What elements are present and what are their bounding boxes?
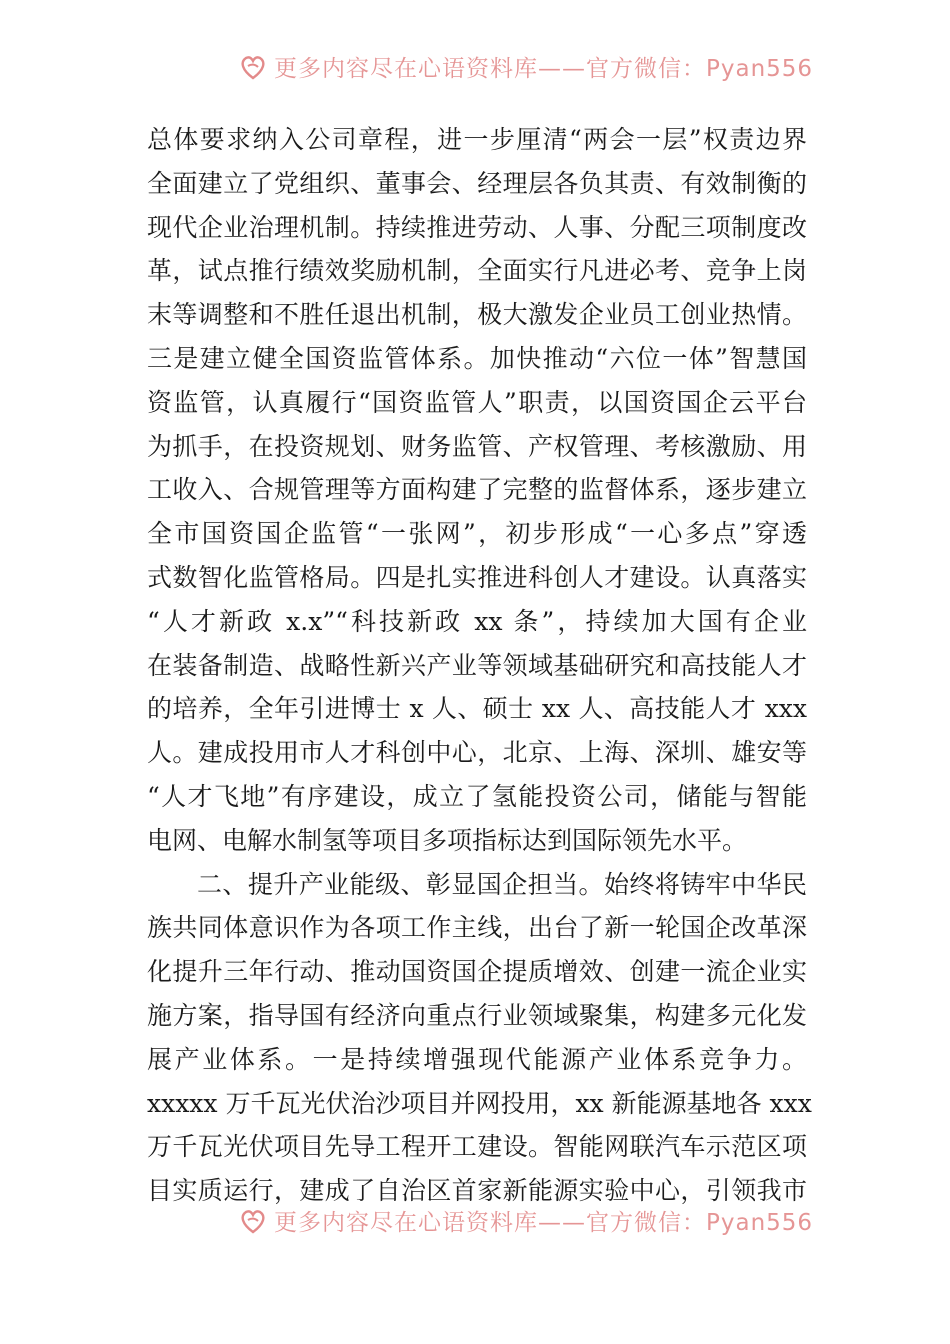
text-line: 族共同体意识作为各项工作主线，出台了新一轮国企改革深 bbox=[147, 913, 807, 943]
text-line: 电网、电解水制氢等项目多项指标达到国际领先水平。 bbox=[147, 825, 748, 855]
heart-logo-icon bbox=[238, 52, 268, 82]
text-line: “人才飞地”有序建设，成立了氢能投资公司，储能与智能 bbox=[147, 781, 807, 811]
text-line: 工收入、合规管理等方面构建了完整的监督体系，逐步建立 bbox=[147, 475, 807, 505]
text-line: 革，试点推行绩效奖励机制，全面实行凡进必考、竞争上岗 bbox=[147, 256, 807, 286]
text-line: 资监管，认真履行“国资监管人”职责，以国资国企云平台 bbox=[147, 387, 807, 417]
watermark-text: 更多内容尽在心语资料库——官方微信：Pyan556 bbox=[274, 1210, 814, 1236]
paragraph-start-line: 二、提升产业能级、彰显国企担当。始终将铸牢中华民 bbox=[197, 869, 807, 899]
text-line: 在装备制造、战略性新兴产业等领域基础研究和高技能人才 bbox=[147, 650, 807, 680]
text-line: 为抓手，在投资规划、财务监管、产权管理、考核激励、用 bbox=[147, 431, 807, 461]
heart-logo-icon bbox=[238, 1206, 268, 1236]
text-line: xxxxx 万千瓦光伏治沙项目并网投用，xx 新能源基地各 xxx bbox=[147, 1088, 812, 1118]
text-line: 现代企业治理机制。持续推进劳动、人事、分配三项制度改 bbox=[147, 212, 807, 242]
text-line: “人才新政 x.x”“科技新政 xx 条”，持续加大国有企业 bbox=[147, 606, 807, 636]
text-line: 式数智化监管格局。四是扎实推进科创人才建设。认真落实 bbox=[147, 562, 807, 592]
text-line: 全面建立了党组织、董事会、经理层各负其责、有效制衡的 bbox=[147, 168, 807, 198]
text-line: 总体要求纳入公司章程，进一步厘清“两会一层”权责边界 bbox=[147, 125, 807, 154]
text-line: 的培养，全年引进博士 x 人、硕士 xx 人、高技能人才 xxx bbox=[147, 694, 807, 724]
text-line: 万千瓦光伏项目先导工程开工建设。智能网联汽车示范区项 bbox=[147, 1132, 807, 1162]
text-line: 三是建立健全国资监管体系。加快推动“六位一体”智慧国 bbox=[147, 343, 807, 373]
text-line: 展产业体系。一是持续增强现代能源产业体系竞争力。 bbox=[147, 1044, 807, 1074]
watermark-top bbox=[0, 50, 950, 90]
text-line: 全市国资国企监管“一张网”，初步形成“一心多点”穿透 bbox=[147, 519, 807, 549]
text-line: 人。建成投用市人才科创中心，北京、上海、深圳、雄安等 bbox=[147, 738, 807, 768]
document-body bbox=[147, 118, 812, 1213]
text-line: 化提升三年行动、推动国资国企提质增效、创建一流企业实 bbox=[147, 957, 807, 987]
watermark-bottom bbox=[0, 1204, 950, 1244]
text-line: 末等调整和不胜任退出机制，极大激发企业员工创业热情。 bbox=[147, 300, 807, 330]
text-line: 施方案，指导国有经济向重点行业领域聚集，构建多元化发 bbox=[147, 1000, 807, 1030]
watermark-text: 更多内容尽在心语资料库——官方微信：Pyan556 bbox=[274, 56, 814, 82]
text-line: 目实质运行，建成了自治区首家新能源实验中心，引领我市 bbox=[147, 1176, 807, 1206]
